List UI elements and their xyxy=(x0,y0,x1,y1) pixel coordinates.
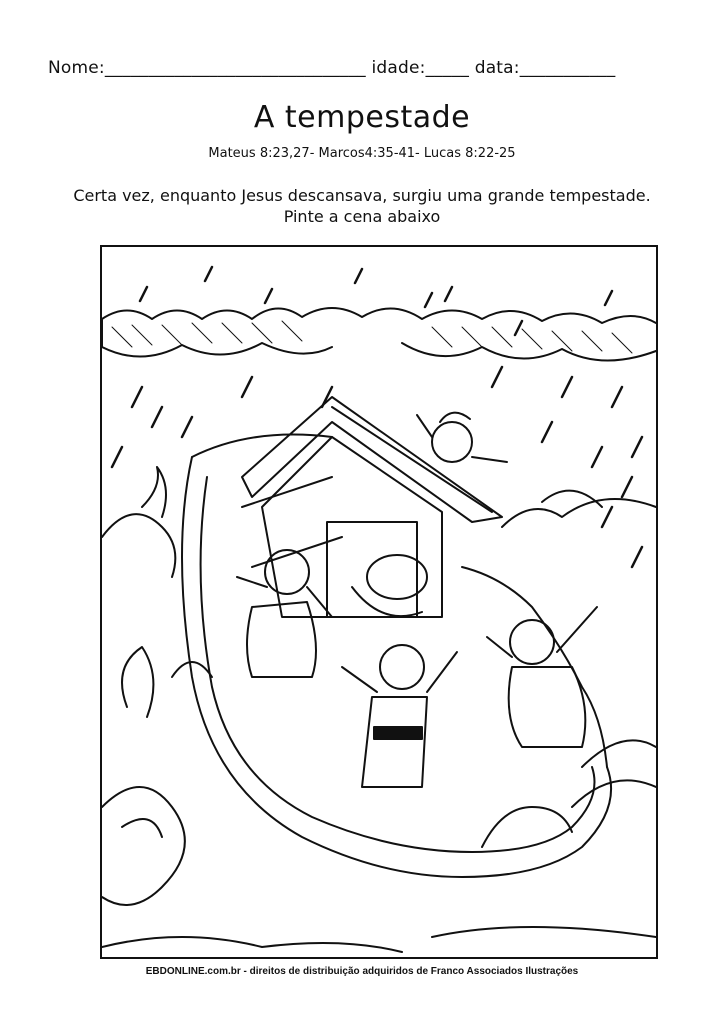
water-splashes xyxy=(122,467,602,717)
storm-clouds xyxy=(102,308,656,361)
disciple-bailing xyxy=(237,550,332,677)
age-label: idade: xyxy=(371,58,426,78)
name-label: Nome: xyxy=(48,58,105,78)
page-title: A tempestade xyxy=(253,100,471,135)
age-blank[interactable]: _____ xyxy=(425,58,470,78)
disciple-sleeping xyxy=(352,555,427,616)
bible-references: Mateus 8:23,27- Marcos4:35-41- Lucas 8:22-25 xyxy=(208,146,516,161)
name-blank[interactable]: ______________________________ xyxy=(104,58,366,78)
sea-waves xyxy=(102,499,656,952)
date-blank[interactable]: ___________ xyxy=(519,58,616,78)
boat-cabin xyxy=(242,397,502,617)
disciple-on-roof xyxy=(417,413,507,462)
date-label: data: xyxy=(474,58,520,78)
disciple-shouting xyxy=(342,645,457,787)
student-info-line xyxy=(48,58,678,84)
storm-boat-illustration xyxy=(102,247,656,957)
disciple-pointing xyxy=(487,607,597,747)
boat xyxy=(182,435,611,878)
coloring-instruction: Pinte a cena abaixo xyxy=(283,207,441,226)
instruction-text: Certa vez, enquanto Jesus descansava, surgiu uma grande tempestade. xyxy=(73,186,651,205)
footer-credit: EBDONLINE.com.br - direitos de distribuição adquiridos de Franco Associados Ilustrações xyxy=(145,966,579,977)
coloring-illustration-frame xyxy=(100,245,658,959)
